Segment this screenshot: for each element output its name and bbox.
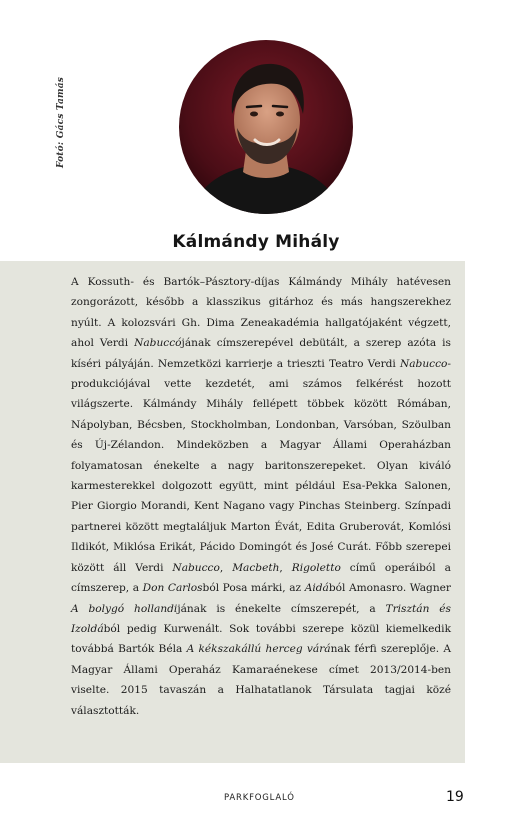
work-title: Rigoletto — [291, 561, 341, 574]
bio-text-run: -produkciójával vette kezdetét, ami számos felkérést hozott világszerte. Kálmándy Mihály fellépett többek között Rómában, Nápolyban, Bécsben, Stockholmban, Londonban, Varsóban, Szöulban és Új-Zélandon. Mindeközben a Magyar Állami Operaházban folyamatosan énekelte a nagy baritonszerepeket. Olyan kiváló karmesterekkel dolgozott együtt, mint például Esa-Pekka Salonen, Pier Giorgio Morandi, Kent Nagano vagy Pinchas Steinberg. Színpadi partnerei között megtaláljuk Marton Évát, Edita Gruberovát, Komlósi Ildikót, Miklósa Erikát, Pácido Domingót és José Curát. Főbb szerepei között áll Verdi — [71, 357, 451, 574]
work-title: Macbeth — [232, 561, 280, 574]
work-title: Don Carlos — [142, 582, 203, 595]
photo-credit: Fotó: Gács Tamás — [56, 76, 66, 168]
portrait-photo — [179, 40, 353, 214]
footer-publication-label: PARKFOGLALÓ — [224, 793, 295, 803]
bio-text-run: ból Posa márki, az — [202, 582, 305, 595]
bio-text-run: nak férfi szereplője. A Magyar Állami Operaház Kamaraénekese címet 2013/2014-ben viselte. 2015 tavaszán a Halhatatlanok Társulata tagjai közé választották. — [71, 643, 451, 717]
bio-text-run: A Kossuth- és Bartók–Pásztory-díjas Kálmándy Mihály hatévesen zongorázott, később a klasszikus gitárhoz és más hangszerekhez nyúlt. A kolozsvári Gh. Dima Zeneakadémia hallgatójaként végzett, ahol Verdi — [71, 276, 451, 350]
portrait-illustration — [179, 40, 353, 214]
work-title: Nabuccó — [134, 337, 182, 350]
work-title: Trisztán és Izoldá — [71, 602, 451, 635]
bio-text-run: ból pedig Kurwenált. Sok további szerepe közül kiemelkedik továbbá Bartók Béla — [71, 622, 451, 656]
bio-text-run: jának is énekelte címszerepét, a — [177, 602, 386, 615]
biography-text — [71, 272, 451, 721]
page-number: 19 — [446, 789, 464, 805]
work-title: A kékszakállú herceg várá — [186, 643, 331, 656]
bio-text-run: , — [219, 561, 233, 574]
work-title: Nabucco — [399, 357, 448, 370]
bio-text-run: című operáiból a címszerep, a — [71, 561, 451, 595]
bio-text-run: jának címszerepével debütált, a szerep azóta is kíséri pályáján. Nemzetközi karrierje a trieszti Teatro Verdi — [71, 337, 451, 370]
bio-text-run: ból Amonasro. Wagner — [328, 582, 451, 595]
work-title: Nabucco — [172, 561, 220, 574]
work-title: Aidá — [304, 582, 329, 595]
work-title: A bolygó hollandi — [71, 602, 178, 615]
bio-text-run: , — [279, 561, 292, 574]
person-name: Kálmándy Mihály — [172, 232, 340, 252]
